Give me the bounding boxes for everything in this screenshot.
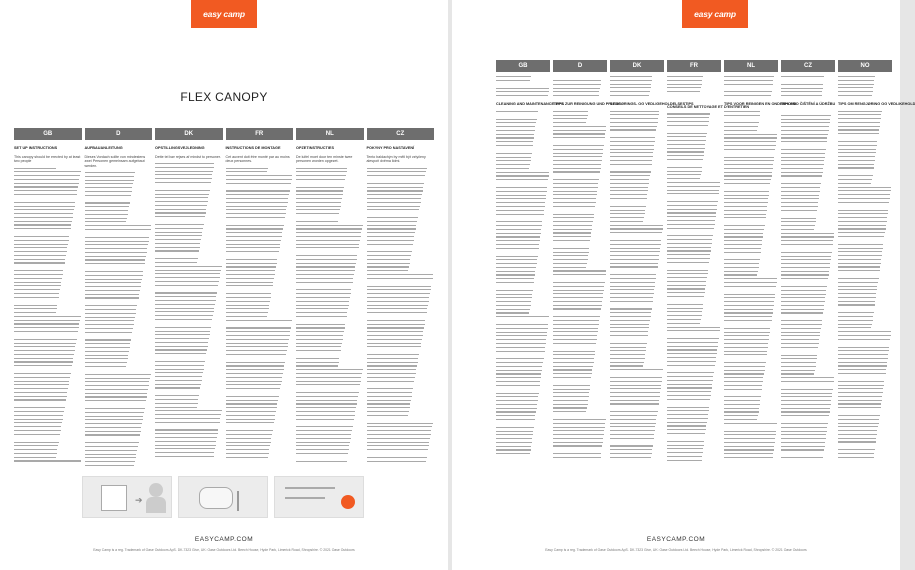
care-language-columns [496,60,915,464]
footer-url: EASYCAMP.COM [194,536,254,543]
body-text-block [496,76,550,96]
body-text-block [724,76,778,96]
care-column-nl [724,60,797,464]
column-heading: INSTRUCTIONS DE MONTAGE [225,146,281,150]
column-heading: TIPY PRO ČIŠTĚNÍ A ÚDRŽBU [781,102,836,107]
column-heading: CLEANING AND MAINTENANCE TIPS [496,102,564,107]
column-heading: OPZETINSTRUCTIES [296,146,334,150]
column-intro: Dieses Vordach sollte von mindestens zwei Personen gemeinsam aufgebaut werden. [84,154,146,168]
bag-contents-icon [178,476,268,518]
care-column-gb [496,60,564,464]
body-text-block [610,76,664,96]
language-badge: FR [667,60,721,72]
language-badge: D [85,128,153,140]
body-text-block [296,168,364,462]
instructions-icon: ➔ [82,476,172,518]
footer-url: EASYCAMP.COM [646,536,706,543]
body-text-block [553,111,607,458]
body-text-block [781,111,835,459]
body-text-block [553,76,607,96]
body-text-block [781,76,835,96]
column-heading: TIPS OM RENGJØRING OG VEDLIKEHOLD [838,102,915,106]
column-heading: CONSEILS DE NETTOYAGE ET D'ENTRETIEN [667,104,750,109]
body-text-block [667,76,721,99]
setup-column-cz [367,128,435,469]
body-text-block [226,168,294,465]
setup-column-d [85,128,153,469]
setup-column-nl [296,128,364,469]
footer-legal: Easy Camp is a reg. Trademark of Oase Outdoors ApS. DK-7323 Give, UK: Oase Outdoors Ltd. Beech House, Hyde Park, Limerick Road, Shropshire. © 2021 Oase Outdoors [93,548,355,552]
rail-clip-icon [274,476,364,518]
body-text-block [838,111,892,458]
column-heading: TIPPS ZUR REINIGUNG UND PFLEGE [553,102,621,107]
language-badge: NL [724,60,778,72]
column-intro: De luifel moet door ten minste twee personen worden opgezet. [296,154,353,164]
language-badge: GB [14,128,82,140]
language-badge: DK [610,60,664,72]
footer-legal: Easy Camp is a reg. Trademark of Oase Outdoors ApS. DK-7323 Give, UK: Oase Outdoors Ltd. Beech House, Hyde Park, Limerick Road, Shropshire. © 2021 Oase Outdoors [545,548,807,552]
care-column-cz [781,60,835,464]
brand-logo: easy camp [191,0,257,28]
language-badge: FR [226,128,294,140]
care-column-no [838,60,915,464]
body-text-block [667,113,721,460]
body-text-block [724,111,778,458]
body-text-block [155,163,223,457]
setup-column-fr [226,128,294,469]
language-badge: NO [838,60,892,72]
language-badge: NL [296,128,364,140]
column-heading: POKYNY PRO NASTAVENÍ [366,146,415,150]
column-heading: SET UP INSTRUCTIONS [14,146,58,150]
brand-logo: easy camp [682,0,748,28]
care-column-fr [667,60,750,464]
body-text-block [610,111,664,458]
body-text-block [14,168,82,462]
body-text-block [85,172,153,466]
language-badge: CZ [367,128,435,140]
body-text-block [496,111,550,461]
column-intro: Dette tel bør rejses af mindst to personer. [155,154,221,159]
setup-column-gb [14,128,82,469]
instruction-sheet-right [452,0,915,570]
care-column-d [553,60,621,464]
setup-column-dk [155,128,223,469]
language-badge: GB [496,60,550,72]
body-text-block [838,76,892,96]
column-heading: AUFBAUANLEITUNG [84,146,123,150]
column-heading: OPSTILLINGSVEJLEDNING [155,146,205,150]
setup-language-columns [14,128,434,469]
column-heading: RENGØRINGS- OG VEDLIGEHOLDELSESTIPS [610,102,694,106]
column-intro: Tento baldachýn by měli být vztyčeny alespoň dvěma lidmi. [366,154,426,164]
instruction-sheet-left [0,0,448,570]
language-badge: D [553,60,607,72]
column-intro: Cet auvent doit être monté par au moins deux personnes. [225,154,290,164]
column-heading: TIPS VOOR REINIGEN EN ONDERHOUD [724,102,797,107]
language-badge: DK [155,128,223,140]
body-text-block [367,168,435,462]
pictogram-strip [82,476,364,518]
language-badge: CZ [781,60,835,72]
column-intro: This canopy should be erected by at least two people [14,154,81,164]
product-title: FLEX CANOPY [180,90,268,104]
